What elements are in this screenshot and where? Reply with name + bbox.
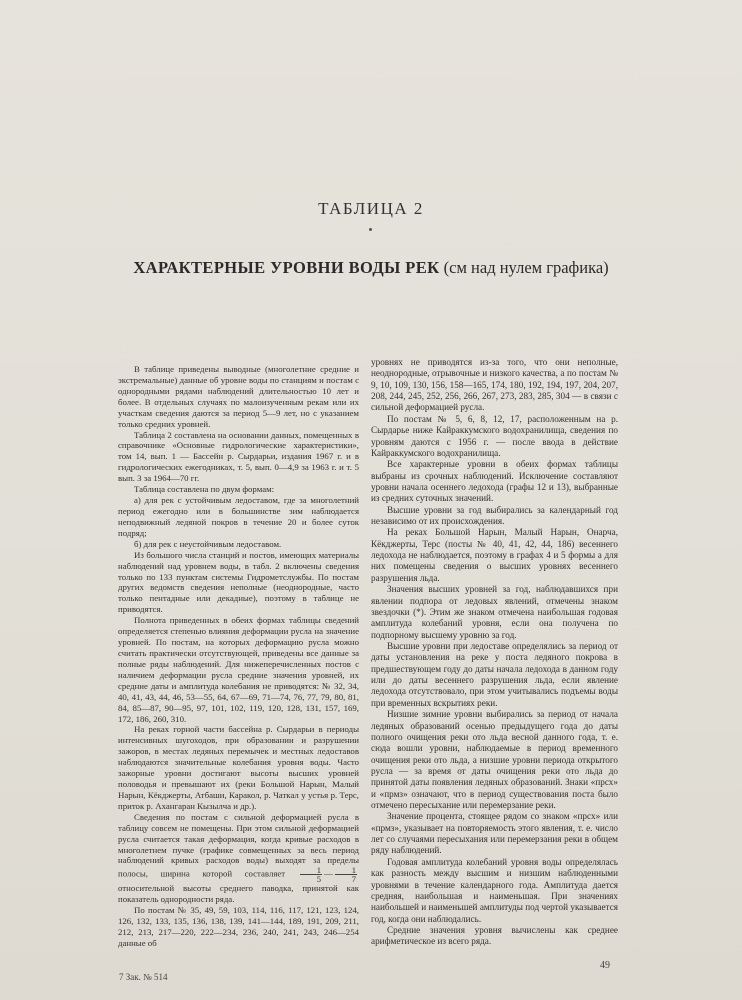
paragraph: а) для рек с устойчивым ледоставом, где за многолетний период ежегодно или в большинстве зим наблюдается неподвижный ледяной покров в течение 20 и более суток подряд; — [118, 495, 359, 538]
paragraph: По постам № 5, 6, 8, 12, 17, расположенным на р. Сырдарье ниже Кайраккумского водохранилища, сведения по уровням даются с 1956 г. — после ввода в действие Кайраккумского водохранилища. — [371, 413, 618, 458]
paragraph: На реках горной части бассейна р. Сырдарьи в периоды интенсивных шугоходов, при образовании и разрушении зажоров, в местах ледяных перемычек и местных ледоставов наблюдаются значительные колебания уровня воды. Часто зажорные уровни достигают высоты высших уровней половодья и превышают их (реки Большой Нарын, Малый Нарын, Кёкджерты, Атбаши, Каракол, р. Чаткал у устья р. Терс, приток р. Ахангаран Кызылча и др.). — [118, 724, 359, 811]
paragraph: Значение процента, стоящее рядом со знаком «прсх» или «прмз», указывает на повторяемость этого явления, т. е. число лет со случаями пересыхания или перемерзания реки в общем ряду наблюдений. — [371, 811, 618, 856]
page-number: 49 — [600, 960, 610, 971]
fraction: $\frac{1}{7}$ — [335, 866, 357, 883]
table-label: ТАБЛИЦА 2 — [318, 199, 424, 218]
right-column — [371, 357, 618, 948]
paragraph: Высшие уровни при ледоставе определялись за период от даты установления на реке у поста ледяного покрова в предшествующем году до даты начала ледохода в данном году или до даты весеннего разрушения льда, если явление ледохода отсутствовало, при этом учитывались подъемы воды при временных вскрытиях реки. — [371, 640, 618, 708]
paragraph: Из большого числа станций и постов, имеющих материалы наблюдений над уровнем воды, в табл. 2 включены сведения только по 133 пунктам системы Гидрометслужбы. По постам других ведомств сведения неполные (неоднородные, часто только пентадные или декадные), поэтому в таблице не приводятся. — [118, 549, 359, 615]
paragraph: Все характерные уровни в обеих формах таблицы выбраны из срочных наблюдений. Исключение составляют уровни начала осеннего ледохода (графы 12 и 13), выбранные из средних суточных значений. — [371, 459, 618, 504]
title-unit: (см над нулем графика) — [443, 258, 609, 277]
paragraph: На реках Большой Нарын, Малый Нарын, Онарча, Кёкджерты, Терс (посты № 40, 41, 42, 44, 186) весеннего ледохода не наблюдается, поэтому в графах 4 и 5 формы а для них помещены сведения о высших уровнях весеннего разрушения льда. — [371, 527, 618, 583]
paragraph: уровнях не приводятся из-за того, что они неполные, неоднородные, отрывочные и низкого качества, а по постам № 9, 10, 109, 130, 156, 158—165, 174, 180, 192, 194, 197, 204, 207, 208, 244, 245, 252, 256, 266, 267, 273, 283, 285, 304 — в связи с сильной деформацией русла. — [371, 357, 618, 413]
paragraph: Средние значения уровня вычислены как среднее арифметическое из всего ряда. — [371, 924, 618, 947]
ink-dot — [369, 228, 372, 231]
left-column — [118, 364, 359, 949]
fraction: $\frac{1}{5}$ — [300, 866, 322, 883]
paragraph: Низшие зимние уровни выбирались за период от начала ледяных образований осенью предыдущего года до даты полного очищения реки ото льда весной данного года, т. е. сюда вошли уровни, наблюдаемые в период временного очищения реки ото льда, а низшие уровни периода открытого русла — за время от даты очищения реки ото льда до принятой даты появления ледяных образований. Знаки «прсх» и «прмз» означают, что в период существования поста было отмечено пересыхание или перемерзание реки. — [371, 709, 618, 811]
fraction-dash: — — [323, 868, 333, 879]
paragraph: По постам № 35, 49, 59, 103, 114, 116, 117, 121, 123, 124, 126, 132, 133, 135, 136, 138, 139, 141—144, 189, 191, 209, 211, 212, 213, 217—220, 222—234, 236, 240, 241, 243, 246—254 данные об — [118, 905, 359, 949]
paragraph: В таблице приведены выводные (многолетние средние и экстремальные) данные об уровне воды по станциям и постам с однородными рядами наблюдений длительностью 10 лет и более. В отдельных случаях по малоизученным рекам или их участкам сведения даются за период 5—9 лет, но с указанием только средних уровней. — [118, 364, 359, 429]
section-title — [0, 258, 742, 278]
paragraph-text: относительной высоты среднего паводка, принятой как показатель однородности ряда. — [118, 883, 359, 905]
paragraph-text: Сведения по постам с сильной деформацией русла в таблицу совсем не помещены. При этом сильной деформацией русла считается такая деформация, когда кривые расходов в многолетнем пучке (графике совмещенных за весь период наблюдений кривых расходов воды) выходят за пределы полосы, ширина которой составляет — [118, 811, 359, 879]
paragraph: б) для рек с неустойчивым ледоставом. — [134, 538, 282, 549]
paragraph: Значения высших уровней за год, наблюдавшихся при явлении подпора от ледовых явлений, отмечены знаком звездочки (*). Этим же знаком отмечена наибольшая годовая амплитуда колебаний уровня, если она получена по подпорному высшему уровню за год. — [371, 584, 618, 640]
title-bold: ХАРАКТЕРНЫЕ УРОВНИ ВОДЫ РЕК — [133, 258, 440, 277]
paragraph: Таблица составлена по двум формам: — [134, 484, 275, 495]
paragraph: Годовая амплитуда колебаний уровня воды определялась как разность между высшим и низшим наблюденными уровнями в течение календарного года. Амплитуда дается средняя, наибольшая и наименьшая. При значениях наибольшей и наименьшей амплитуды под чертой указывается год, когда они наблюдались. — [371, 856, 618, 924]
paragraph: Высшие уровни за год выбирались за календарный год независимо от их происхождения. — [371, 504, 618, 527]
paragraph: Полнота приведенных в обеих формах таблицы сведений определяется степенью влияния деформации русла на значение уровней. По постам, на которых деформацию русла можно считать практически отсутствующей, приведены все данные за полные ряды наблюдений. Для нижеперечисленных постов с наличием деформации русла средние значения уровней, их средние даты и амплитуда колебания не приводятся: № 32, 34, 40, 41, 43, 44, 46, 53—55, 64, 67—69, 71—74, 76, 77, 79, 80, 81, 84, 85—87, 90—95, 97, 101, 102, 119, 120, 128, 131, 157, 169, 172, 186, 260, 310. — [118, 615, 359, 724]
print-signature: 7 Зак. № 514 — [119, 972, 168, 982]
paragraph: Таблица 2 составлена на основании данных, помещенных в справочнике «Основные гидрологические характеристики», том 14, вып. 1 — Бассейн р. Сырдарьи, издания 1967 г. и в гидрологических ежегодниках, т. 5, вып. 0—4,9 за 1963 г. и т. 5 вып. 3 за 1964—70 гг. — [118, 429, 359, 484]
paragraph-with-fraction — [118, 812, 359, 905]
